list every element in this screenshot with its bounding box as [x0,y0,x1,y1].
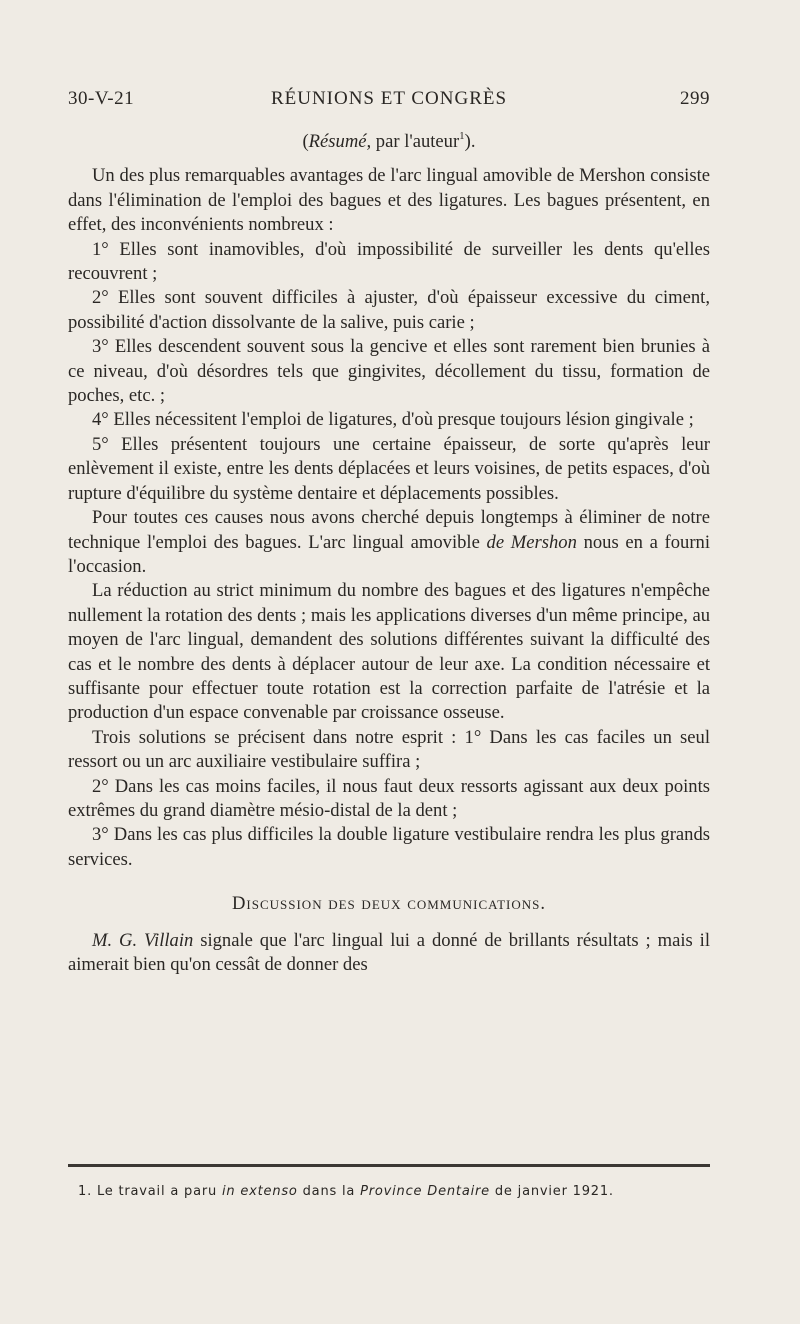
running-head-title: RÉUNIONS ET CONGRÈS [270,88,508,109]
paragraph-italic: de Mershon [486,531,577,553]
paragraph-text: Pour toutes ces causes nous avons cherché depuis longtemps à éliminer de notre technique l'emploi des bagues. L'arc lingual amovible [68,507,710,553]
footnote-text: Le travail a paru [92,1184,222,1199]
list-item: 2° Elles sont souvent difficiles à ajuster, d'où épaisseur excessive du ciment, possibilité d'action dissolvante de la salive, puis carie ; [68,287,710,333]
footnote-journal: Province Dentaire [360,1184,490,1199]
footnote-number: 1. [78,1184,93,1199]
paragraph: Trois solutions se précisent dans notre esprit : 1° Dans les cas faciles un seul ressort ou un arc auxiliaire vestibulaire suffira ; [68,726,710,773]
section-heading: Discussion des deux communications. [231,893,547,915]
resume-label: Résumé, [308,131,372,152]
list-item: 2° Dans les cas moins faciles, il nous faut deux ressorts agissant aux deux points extrêmes du grand diamètre mésio-distal de la dent ; [68,775,710,821]
footnote-text: dans la [297,1184,361,1199]
list-item: 5° Elles présentent toujours une certaine épaisseur, de sorte qu'après leur enlèvement il existe, entre les dents déplacées et leurs voisines, de petits espaces, d'où rupture d'équilibre du système dentaire et déplacements possibles. [68,433,710,504]
list-item: 3° Dans les cas plus difficiles la double ligature vestibulaire rendra les plus grands services. [68,824,710,870]
article-body [68,130,710,977]
paragraph: La réduction au strict minimum du nombre des bagues et des ligatures n'empêche nullement la rotation des dents ; mais les applications diverses d'un même principe, au moyen de l'arc lingual, demandent des solutions différentes suivant la difficulté des cas et le nombre des dents à déplacer autour de leur axe. La condition nécessaire et suffisante pour effectuer toute rotation est la correction parfaite de l'atrésie et la production d'un espace convenable par croissance osseuse. [68,580,710,724]
list-item: 4° Elles nécessitent l'emploi de ligatures, d'où presque toujours lésion gingivale ; [92,409,694,431]
resume-close: ). [464,131,476,152]
list-item: 3° Elles descendent souvent sous la gencive et elles sont rarement bien brunies à ce niveau, d'où désordres tels que gingivites, décollement du tissu, formation de poches, etc. ; [68,336,710,407]
footnote-text: de janvier 1921. [489,1184,614,1199]
paragraph [68,929,710,978]
footnote-reference: 1 [459,129,465,142]
paragraph-text: signale que l'arc lingual lui a donné de brillants résultats ; mais il aimerait bien qu'on cessât de donner des [68,929,711,975]
page-number: 299 [680,88,710,109]
running-head-date: 30-V-21 [68,88,135,109]
resume-line: (Résumé, par l'auteur$^1$). [302,129,476,152]
paragraph: Un des plus remarquables avantages de l'arc lingual amovible de Mershon consiste dans l'élimination de l'emploi des bagues et des ligatures. Les bagues présentent, en effet, des inconvénients nombreux : [68,165,710,236]
paragraph [68,506,710,579]
running-head [68,88,710,116]
footnote-italic: in extenso [221,1184,298,1199]
resume-author: par l'auteur [371,131,460,152]
footnote [78,1184,710,1199]
footnote-divider [68,1164,710,1167]
speaker-name: M. G. Villain [92,929,194,951]
list-item: 1° Elles sont inamovibles, d'où impossibilité de surveiller les dents qu'elles recouvrent ; [68,238,710,285]
paragraph-text: nous en a fourni l'occasion. [68,531,710,577]
